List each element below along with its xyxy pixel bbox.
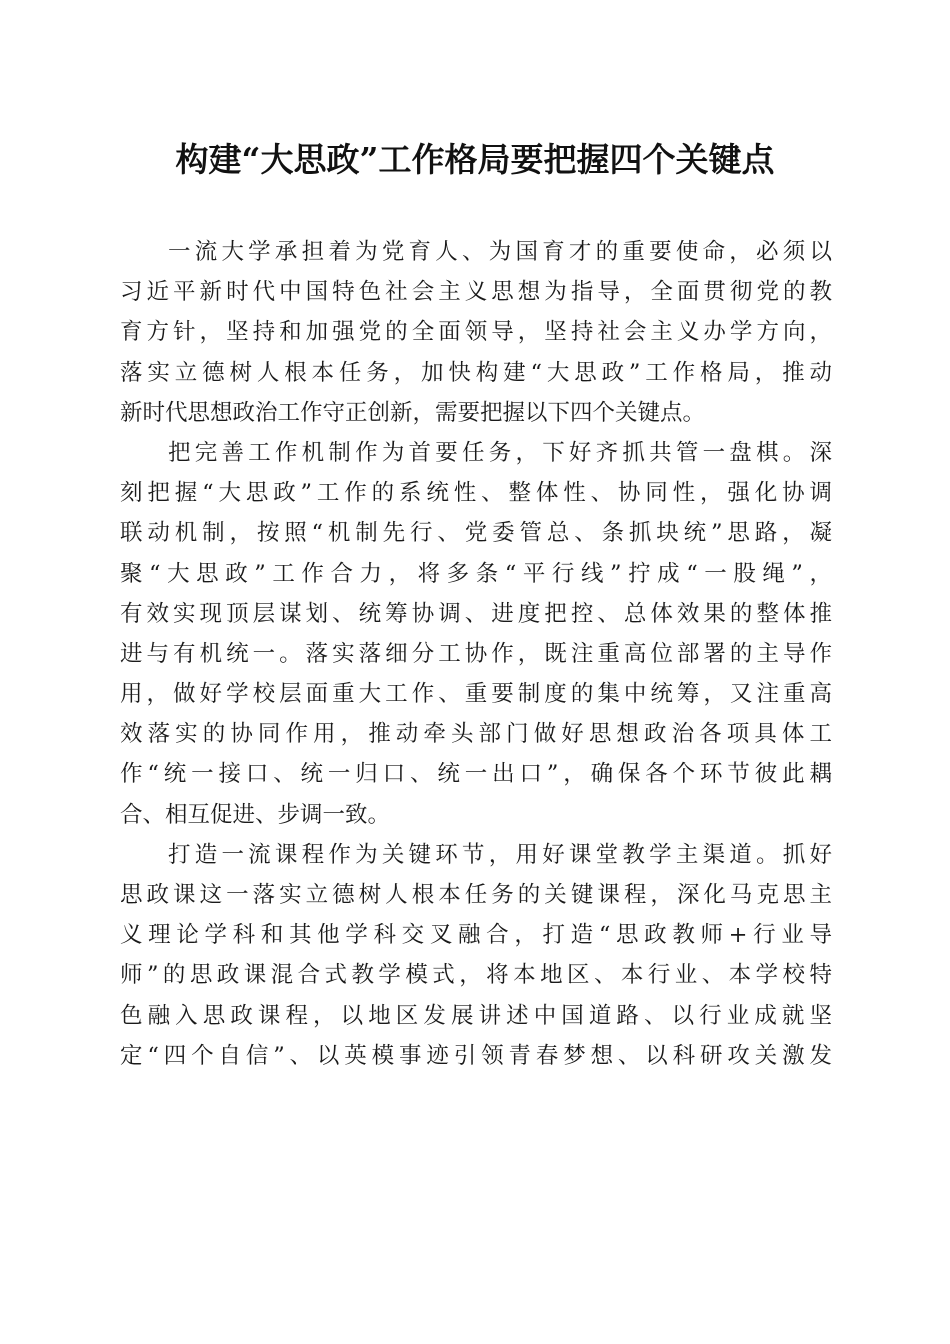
document-title: 构建“大思政”工作格局要把握四个关键点 [175, 140, 775, 179]
paragraph-1-line-5: 新时代思想政治工作守正创新，需要把握以下四个关键点。 [120, 399, 706, 426]
paragraph-2-line-10: 合、相互促进、步调一致。 [120, 801, 391, 828]
paragraph-2-line-5: 有效实现顶层谋划、统筹协调、进度把控、总体效果的整体推 [120, 600, 832, 627]
paragraph-2-line-2: 刻把握“大思政”工作的系统性、整体性、协同性，强化协调 [120, 480, 832, 507]
paragraph-1-line-4: 落实立德树人根本任务，加快构建“大思政”工作格局，推动 [120, 359, 832, 386]
paragraph-3-line-3: 义理论学科和其他学科交叉融合，打造“思政教师+行业导 [120, 922, 832, 949]
paragraph-3-line-5: 色融入思政课程，以地区发展讲述中国道路、以行业成就坚 [120, 1002, 832, 1029]
paragraph-2-line-1: 把完善工作机制作为首要任务，下好齐抓共管一盘棋。深 [168, 439, 832, 466]
paragraph-3-line-4: 师”的思政课混合式教学模式，将本地区、本行业、本学校特 [120, 962, 832, 989]
paragraph-3-line-1: 打造一流课程作为关键环节，用好课堂教学主渠道。抓好 [168, 841, 832, 868]
paragraph-2-line-9: 作“统一接口、统一归口、统一出口”，确保各个环节彼此耦 [120, 761, 832, 788]
paragraph-3-line-6: 定“四个自信”、以英模事迹引领青春梦想、以科研攻关激发 [120, 1042, 832, 1069]
paragraph-2-line-8: 效落实的协同作用，推动牵头部门做好思想政治各项具体工 [120, 721, 832, 748]
paragraph-1-line-1: 一流大学承担着为党育人、为国育才的重要使命，必须以 [168, 239, 832, 265]
paragraph-1-line-3: 育方针，坚持和加强党的全面领导，坚持社会主义办学方向， [120, 319, 832, 346]
paragraph-3-line-2: 思政课这一落实立德树人根本任务的关键课程，深化马克思主 [120, 882, 832, 908]
paragraph-1-line-2: 习近平新时代中国特色社会主义思想为指导，全面贯彻党的教 [120, 279, 832, 306]
paragraph-2-line-6: 进与有机统一。落实落细分工协作，既注重高位部署的主导作 [120, 640, 832, 667]
document-body [120, 232, 832, 1076]
paragraph-2-line-3: 联动机制，按照“机制先行、党委管总、条抓块统”思路，凝 [120, 520, 832, 547]
paragraph-2-line-7: 用，做好学校层面重大工作、重要制度的集中统筹，又注重高 [120, 681, 832, 708]
paragraph-2-line-4: 聚“大思政”工作合力，将多条“平行线”拧成“一股绳”， [120, 560, 832, 587]
